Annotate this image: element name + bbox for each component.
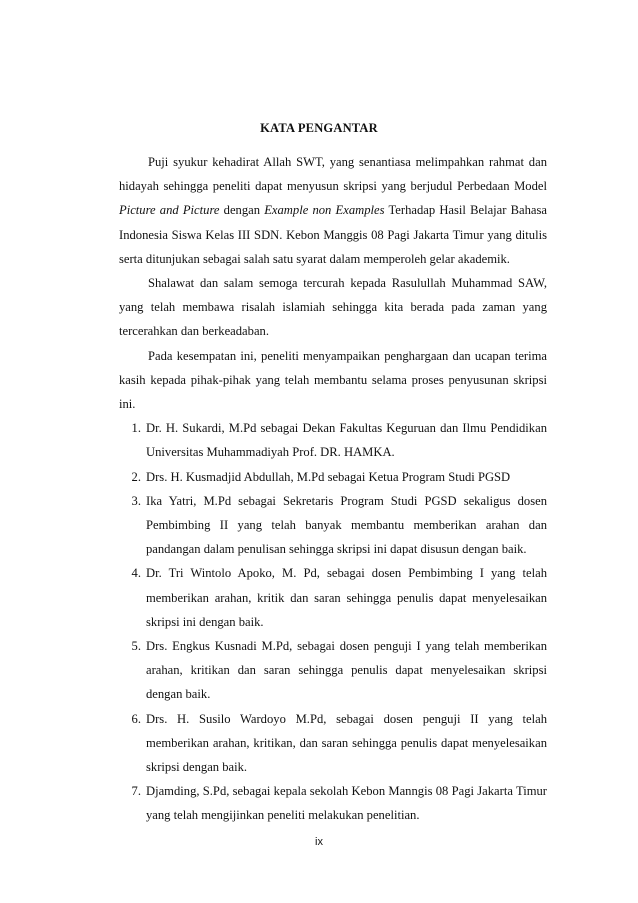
- list-item-text: Drs. Engkus Kusnadi M.Pd, sebagai dosen penguji I yang telah memberikan arahan, kritikan dan saran sehingga penulis dapat menyelesaikan skripsi dengan baik.: [146, 639, 547, 702]
- list-number: 2.: [131, 469, 141, 484]
- acknowledgement-item: [119, 707, 547, 780]
- body-paragraph: [119, 344, 547, 417]
- paragraph-text: Puji syukur kehadirat Allah SWT, yang senantiasa melimpahkan rahmat dan hidayah sehingga peneliti dapat menyusun skripsi yang berjudul Perbedaan Model: [119, 155, 547, 194]
- list-number: 5.: [131, 639, 141, 654]
- list-item-text: Ika Yatri, M.Pd sebagai Sekretaris Program Studi PGSD sekaligus dosen Pembimbing II yang telah banyak membantu memberikan arahan dan pandangan dalam penulisan sehingga skripsi ini dapat disusun dengan baik.: [146, 493, 547, 557]
- acknowledgement-item: [119, 416, 547, 464]
- list-number: 1.: [131, 421, 141, 436]
- paragraph-group: [119, 150, 547, 416]
- list-number: 7.: [131, 784, 141, 799]
- acknowledgement-item: [119, 465, 547, 489]
- italic-text: Example non Examples: [264, 203, 385, 218]
- page-title: KATA PENGANTAR: [260, 121, 378, 135]
- paragraph-text: Pada kesempatan ini, peneliti menyampaikan penghargaan dan ucapan terima kasih kepada pihak-pihak yang telah membantu selama proses penyusunan skripsi ini.: [119, 348, 547, 412]
- list-number: 6.: [131, 711, 141, 726]
- paragraph-text: dengan: [219, 203, 265, 218]
- list-item-text: Djamding, S.Pd, sebagai kepala sekolah Kebon Manngis 08 Pagi Jakarta Timur yang telah mengijinkan peneliti melakukan penelitian.: [146, 784, 547, 823]
- list-item-text: Dr. Tri Wintolo Apoko, M. Pd, sebagai dosen Pembimbing I yang telah memberikan arahan, kritik dan saran sehingga penulis dapat menyelesaikan skripsi ini dengan baik.: [146, 566, 547, 629]
- paragraph-text: Terhadap Hasil Belajar Bahasa Indonesia Siswa Kelas III SDN. Kebon Manggis 08 Pagi Jakarta Timur yang ditulis serta ditunjukan sebagai salah satu syarat dalam memperoleh gelar akademik.: [119, 203, 548, 266]
- document-body: [119, 150, 547, 828]
- acknowledgement-item: [119, 561, 547, 634]
- paragraph-text: Shalawat dan salam semoga tercurah kepada Rasulullah Muhammad SAW, yang telah membawa risalah islamiah sehingga kita berada pada zaman yang tercerahkan dan berkeadaban.: [119, 276, 547, 339]
- acknowledgement-list: [119, 416, 547, 827]
- italic-text: Picture and Picture: [119, 203, 220, 218]
- body-paragraph: [119, 150, 547, 271]
- acknowledgement-item: [119, 489, 547, 562]
- list-item-text: Drs. H. Kusmadjid Abdullah, M.Pd sebagai Ketua Program Studi PGSD: [146, 469, 511, 484]
- list-item-text: Dr. H. Sukardi, M.Pd sebagai Dekan Fakultas Keguruan dan Ilmu Pendidikan Universitas Muhammadiyah Prof. DR. HAMKA.: [146, 421, 547, 460]
- list-item-text: Drs. H. Susilo Wardoyo M.Pd, sebagai dosen penguji II yang telah memberikan arahan, kritikan, dan saran sehingga penulis dapat menyelesaikan skripsi dengan baik.: [146, 711, 547, 775]
- page-number: ix: [315, 836, 323, 848]
- list-number: 4.: [131, 566, 141, 581]
- acknowledgement-item: [119, 634, 547, 707]
- acknowledgement-item: [119, 779, 547, 827]
- body-paragraph: [119, 271, 547, 344]
- list-number: 3.: [131, 493, 141, 508]
